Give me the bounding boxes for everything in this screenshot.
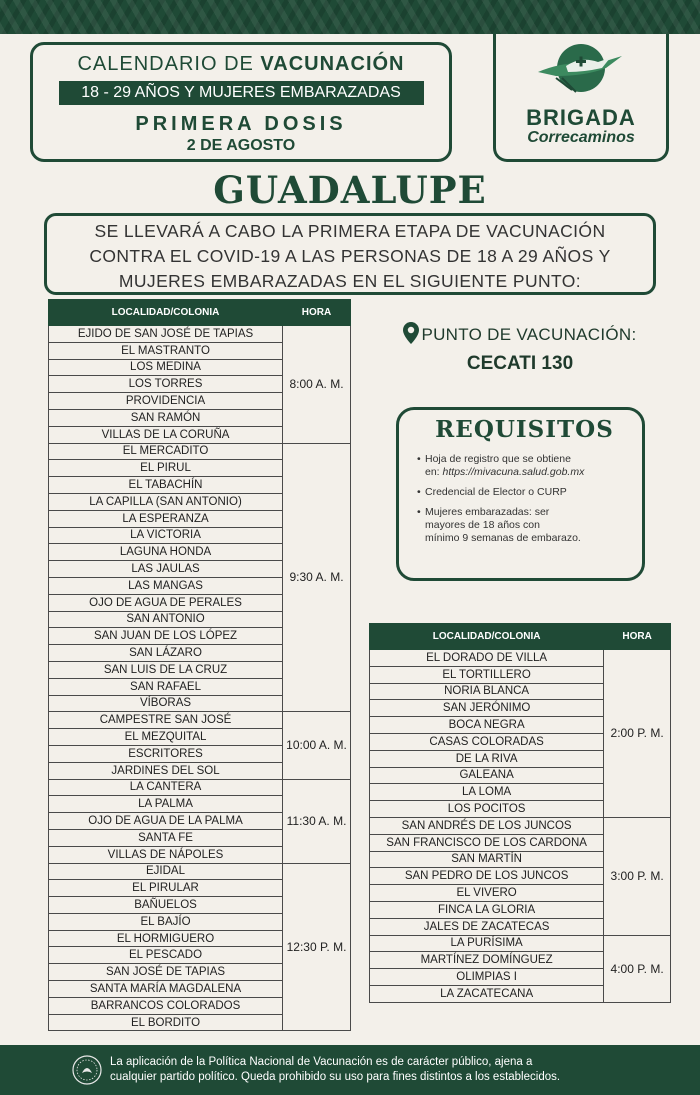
requirement-line: en: [425,466,443,478]
vaccination-point-label: PUNTO DE VACUNACIÓN: [421,325,637,344]
requirements-title: REQUISITOS [435,416,614,443]
vaccination-point [395,322,645,375]
schedule-table-left [48,299,351,1031]
localidad-cell: EL HORMIGUERO [49,930,283,947]
localidad-cell: BOCA NEGRA [370,717,604,734]
table-row [49,779,351,796]
hora-cell: 4:00 P. M. [604,935,671,1002]
localidad-cell: SAN LÁZARO [49,645,283,662]
table-row [49,326,351,343]
table-row [370,935,671,952]
table-row [370,650,671,667]
requirement-line: mayores de 18 años con [425,519,540,531]
localidad-cell: LAGUNA HONDA [49,544,283,561]
localidad-cell: LOS TORRES [49,376,283,393]
bullet: • [417,486,421,498]
footer-line: La aplicación de la Política Nacional de Vacunación es de carácter público, ajena a [110,1056,533,1068]
localidad-cell: LA ESPERANZA [49,510,283,527]
requirement-line: Hoja de registro que se obtiene [425,453,571,465]
age-group-bar: 18 - 29 AÑOS Y MUJERES EMBARAZADAS [59,81,424,105]
column-header-localidad: LOCALIDAD/COLONIA [370,624,604,650]
roadrunner-cross-logo-icon [536,42,626,98]
localidad-cell: EL TORTILLERO [370,666,604,683]
localidad-cell: BAÑUELOS [49,897,283,914]
schedule-table-right [369,623,671,1003]
localidad-cell: EL BAJÍO [49,913,283,930]
footer-line: cualquier partido político. Queda prohibido su uso para fines distintos a los establecidos. [110,1071,561,1083]
localidad-cell: LA CAPILLA (SAN ANTONIO) [49,493,283,510]
brand-name: BRIGADA [526,105,636,130]
localidad-cell: SANTA MARÍA MAGDALENA [49,981,283,998]
decorative-top-band [0,0,700,34]
hora-cell: 8:00 A. M. [283,326,351,444]
localidad-cell: SAN PEDRO DE LOS JUNCOS [370,868,604,885]
registration-link[interactable]: https://mivacuna.salud.gob.mx [442,466,585,478]
mexico-seal-icon [72,1055,102,1085]
localidad-cell: SANTA FE [49,829,283,846]
localidad-cell: LOS MEDINA [49,359,283,376]
localidad-cell: EL PIRUL [49,460,283,477]
localidad-cell: LA VICTORIA [49,527,283,544]
column-header-hora: HORA [283,300,351,326]
vaccination-point-name: CECATI 130 [466,353,574,374]
intro-line: SE LLEVARÁ A CABO LA PRIMERA ETAPA DE VACUNACIÓN [94,221,606,241]
footer-disclaimer [110,1055,670,1085]
table-row [370,817,671,834]
localidad-cell: JALES DE ZACATECAS [370,918,604,935]
requirement-line: mínimo 9 semanas de embarazo. [425,532,581,544]
calendar-header [30,42,452,162]
localidad-cell: LA ZACATECANA [370,985,604,1002]
localidad-cell: SAN RAFAEL [49,678,283,695]
localidad-cell: EJIDO DE SAN JOSÉ DE TAPIAS [49,326,283,343]
requirement-item [417,453,632,479]
localidad-cell: BARRANCOS COLORADOS [49,997,283,1014]
localidad-cell: EL PESCADO [49,947,283,964]
hora-cell: 3:00 P. M. [604,817,671,935]
footer [0,1045,700,1095]
localidad-cell: SAN ANTONIO [49,611,283,628]
bullet: • [417,453,421,465]
localidad-cell: EL PIRULAR [49,880,283,897]
table-row [49,712,351,729]
requirements-box [396,407,645,581]
table-row [49,863,351,880]
hora-cell: 9:30 A. M. [283,443,351,712]
localidad-cell: EL TABACHÍN [49,477,283,494]
brand-subtitle: Correcaminos [527,129,635,146]
intro-box [44,213,656,295]
localidad-cell: LA CANTERA [49,779,283,796]
localidad-cell: SAN JERÓNIMO [370,700,604,717]
title-bold: VACUNACIÓN [260,53,405,75]
hora-cell: 2:00 P. M. [604,650,671,818]
column-header-localidad: LOCALIDAD/COLONIA [49,300,283,326]
requirement-item [417,486,632,499]
localidad-cell: LA PURÍSIMA [370,935,604,952]
localidad-cell: EL DORADO DE VILLA [370,650,604,667]
localidad-cell: PROVIDENCIA [49,393,283,410]
localidad-cell: EJIDAL [49,863,283,880]
city-title: GUADALUPE [213,168,487,212]
title-prefix: CALENDARIO DE [77,53,254,75]
localidad-cell: SAN RAMÓN [49,409,283,426]
hora-cell: 11:30 A. M. [283,779,351,863]
hora-cell: 10:00 A. M. [283,712,351,779]
hora-cell: 12:30 P. M. [283,863,351,1031]
localidad-cell: DE LA RIVA [370,750,604,767]
localidad-cell: SAN JOSÉ DE TAPIAS [49,964,283,981]
localidad-cell: LOS POCITOS [370,801,604,818]
requirement-line: Credencial de Elector o CURP [425,486,567,498]
localidad-cell: SAN ANDRÉS DE LOS JUNCOS [370,817,604,834]
localidad-cell: GALEANA [370,767,604,784]
localidad-cell: EL BORDITO [49,1014,283,1031]
localidad-cell: LA PALMA [49,796,283,813]
localidad-cell: EL MASTRANTO [49,342,283,359]
localidad-cell: FINCA LA GLORIA [370,901,604,918]
localidad-cell: CAMPESTRE SAN JOSÉ [49,712,283,729]
localidad-cell: CASAS COLORADAS [370,733,604,750]
localidad-cell: ESCRITORES [49,745,283,762]
localidad-cell: SAN FRANCISCO DE LOS CARDONA [370,834,604,851]
localidad-cell: EL MEZQUITAL [49,729,283,746]
brand-box [493,34,669,162]
dose-label: PRIMERA DOSIS [135,113,347,135]
map-pin-icon [403,322,419,344]
intro-line: CONTRA EL COVID-19 A LAS PERSONAS DE 18 A 29 AÑOS Y [89,246,611,266]
bullet: • [417,506,421,518]
localidad-cell: EL MERCADITO [49,443,283,460]
localidad-cell: SAN LUIS DE LA CRUZ [49,661,283,678]
requirement-line: Mujeres embarazadas: ser [425,506,550,518]
intro-line: MUJERES EMBARAZADAS EN EL SIGUIENTE PUNTO: [118,271,582,291]
localidad-cell: VILLAS DE NÁPOLES [49,846,283,863]
localidad-cell: NORIA BLANCA [370,683,604,700]
column-header-hora: HORA [604,624,671,650]
localidad-cell: OLIMPIAS I [370,969,604,986]
requirement-item [417,506,632,545]
localidad-cell: MARTÍNEZ DOMÍNGUEZ [370,952,604,969]
localidad-cell: LA LOMA [370,784,604,801]
localidad-cell: EL VIVERO [370,885,604,902]
localidad-cell: JARDINES DEL SOL [49,762,283,779]
localidad-cell: OJO DE AGUA DE PERALES [49,594,283,611]
localidad-cell: OJO DE AGUA DE LA PALMA [49,813,283,830]
table-row [49,443,351,460]
localidad-cell: LAS JAULAS [49,561,283,578]
calendar-title [33,53,449,76]
localidad-cell: LAS MANGAS [49,577,283,594]
localidad-cell: SAN JUAN DE LOS LÓPEZ [49,628,283,645]
date-label: 2 DE AGOSTO [186,137,296,154]
localidad-cell: SAN MARTÍN [370,851,604,868]
localidad-cell: VÍBORAS [49,695,283,712]
localidad-cell: VILLAS DE LA CORUÑA [49,426,283,443]
